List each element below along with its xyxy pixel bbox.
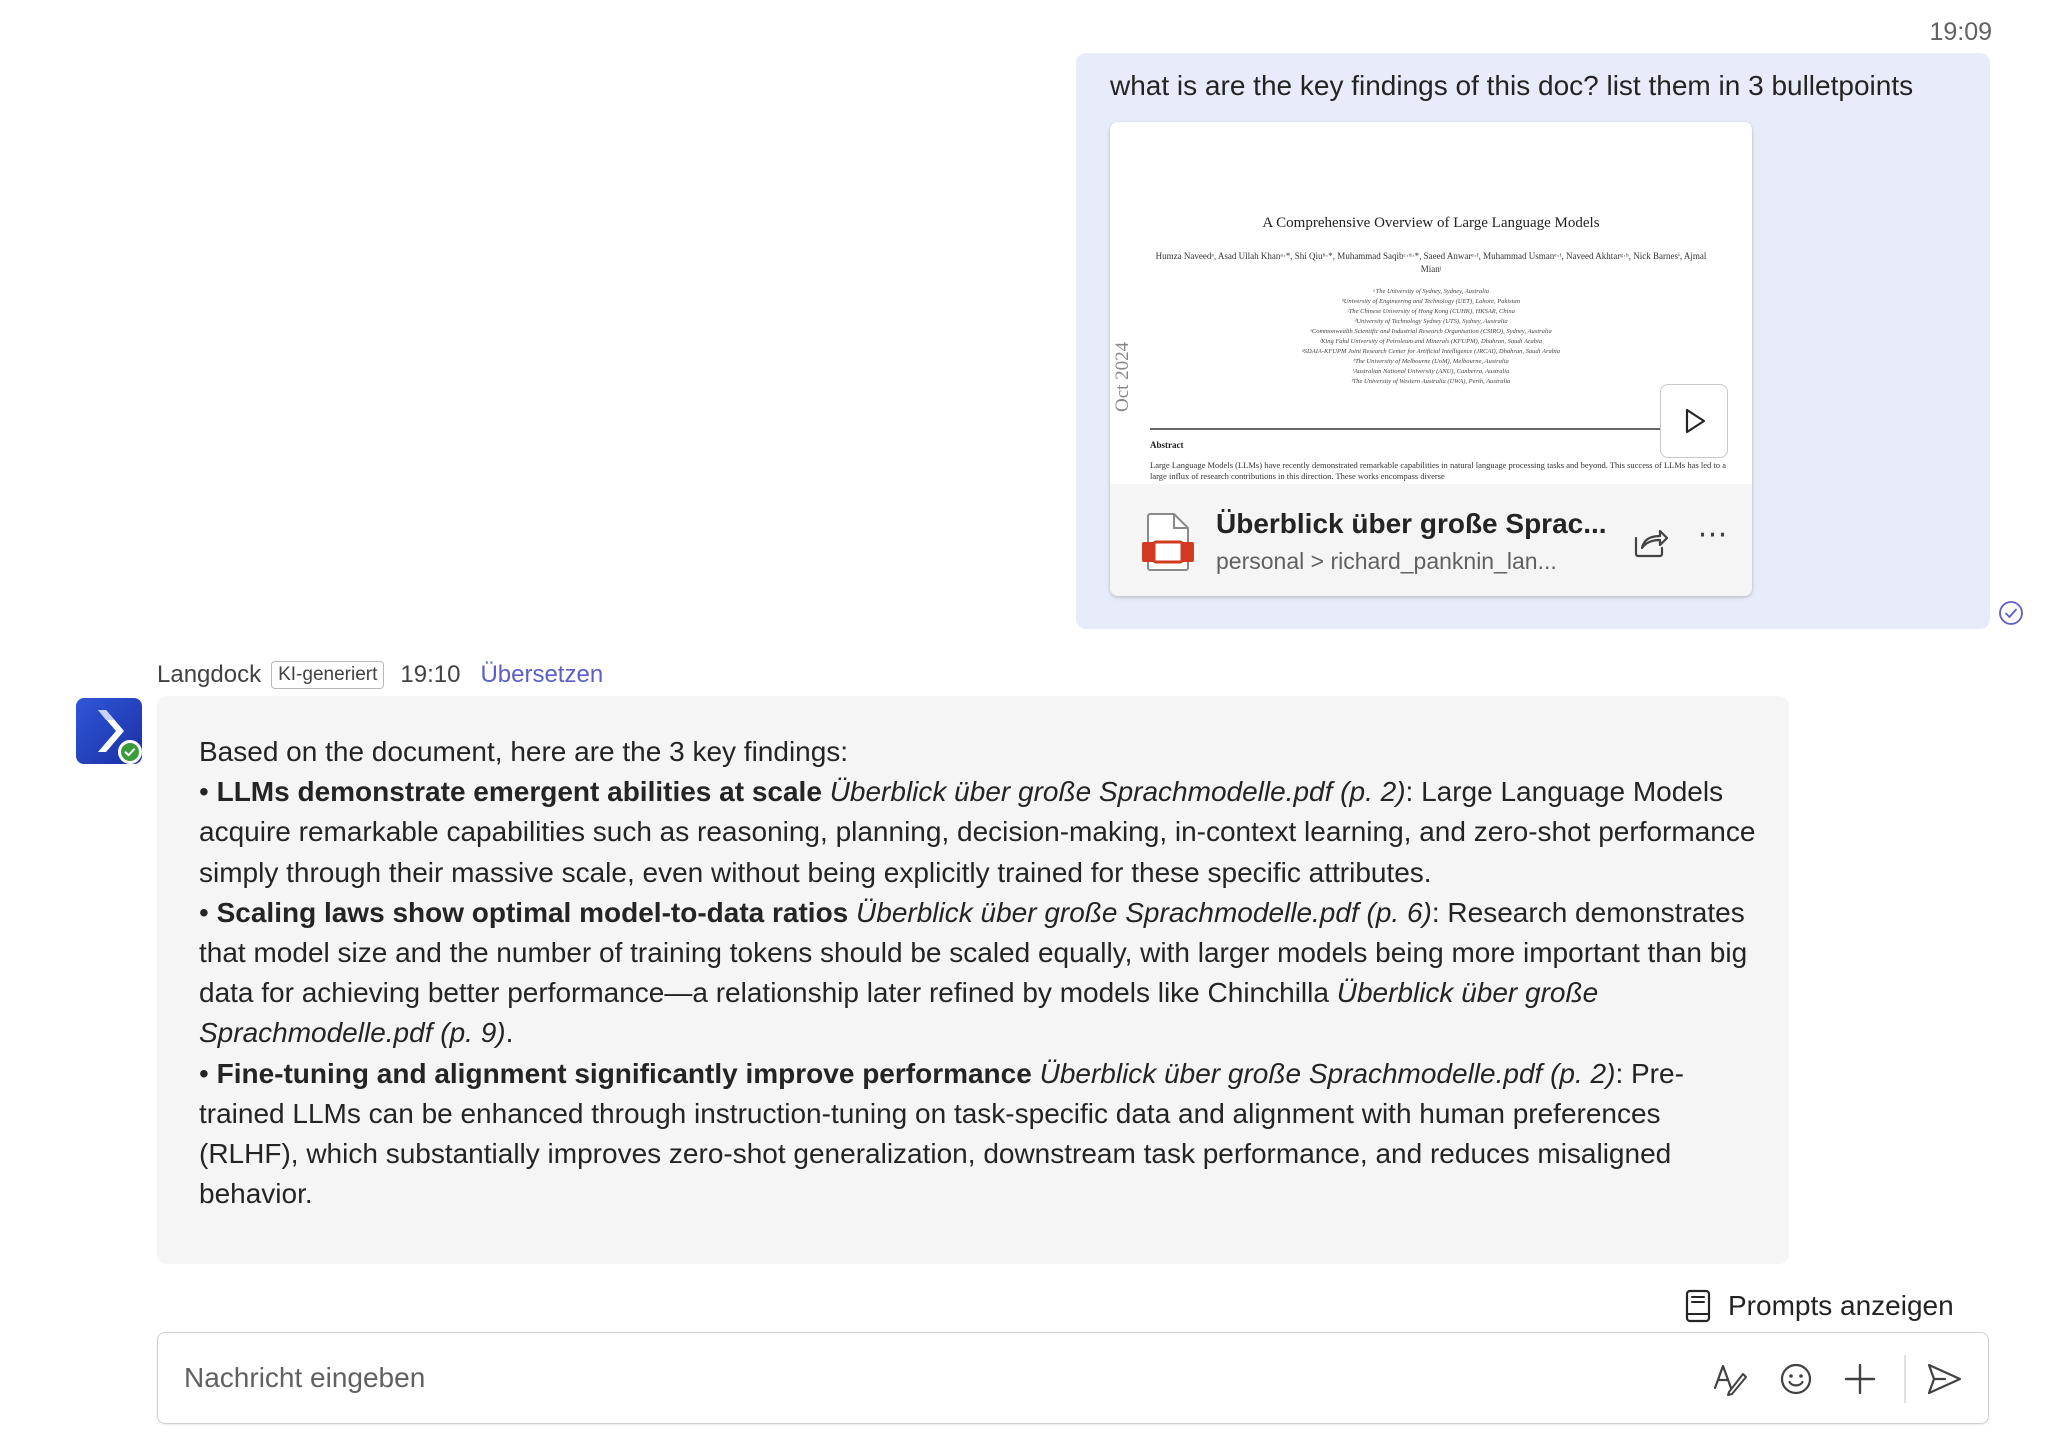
composer-divider: [1904, 1355, 1906, 1403]
pdf-affiliation: ᵉCommonwealth Scientific and Industrial Research Organisation (CSIRO), Sydney, Australia: [1310, 328, 1552, 335]
pdf-affiliation: ᵈUniversity of Technology Sydney (UTS), Sydney, Australia: [1354, 318, 1508, 325]
finding-bullet: [199, 1054, 1759, 1215]
finding-text: : Research demonstrates that model size and the number of training tokens should be scaled equally, with larger models being more important than big data for achieving better performance—a relationship later refined by models like Chinchilla: [199, 896, 1748, 1009]
file-path: personal > richard_panknin_lan...: [1216, 548, 1557, 574]
open-preview-button[interactable]: [1660, 384, 1728, 458]
pdf-affiliation: ʰThe University of Melbourne (UoM), Melbourne, Australia: [1353, 358, 1509, 365]
format-button[interactable]: [1708, 1357, 1752, 1401]
sender-name[interactable]: Langdock: [157, 661, 262, 688]
pdf-affiliation: ⁱAustralian National University (ANU), Canberra, Australia: [1352, 368, 1510, 375]
ai-generated-badge: KI-generiert: [271, 661, 384, 689]
citation-link[interactable]: Überblick über große Sprachmodelle.pdf (p. 2): [1039, 1057, 1616, 1089]
share-icon: [1630, 522, 1670, 562]
finding-title: Scaling laws show optimal model-to-data ratios: [216, 896, 849, 928]
pdf-file-icon: [1142, 512, 1194, 572]
finding-bullet: [199, 893, 1759, 1054]
pdf-preview-authors: Humza Naveedᵃ, Asad Ullah Khanᵃ·*, Shi Qiuᵇ·*, Muhammad Saqibᶜ·ᵈ·*, Saeed Anwarᵉ·ᶠ, Muhammad Usmanᵉ·ᶠ, Naveed Akhtarᵍ·ʰ, Nick Barnesⁱ, Ajmal Mianʲ: [1155, 251, 1707, 274]
pdf-affiliation: ᵃThe University of Sydney, Sydney, Australia: [1372, 288, 1490, 295]
file-attachment-card[interactable]: [1110, 122, 1752, 596]
pdf-affiliation: ᵍSDAIA-KFUPM Joint Research Center for Artificial Intelligence (JRCAI), Dhahran, Saudi Arabia: [1301, 348, 1561, 355]
finding-text: : Pre-trained LLMs can be enhanced through instruction-tuning on task-specific data and alignment with human preferences (RLHF), which substantially improves zero-shot generalization, downstream task performance, and reduces misaligned behavior.: [199, 1057, 1684, 1210]
pdf-preview-affiliations: [1260, 287, 1602, 387]
pdf-preview[interactable]: [1110, 122, 1752, 484]
pdf-affiliation: ᵇUniversity of Engineering and Technology (UET), Lahore, Pakistan: [1341, 298, 1520, 305]
pdf-affiliation: ʲThe University of Western Australia (UWA), Perth, Australia: [1351, 378, 1511, 385]
attach-button[interactable]: [1838, 1357, 1882, 1401]
read-receipt-icon: [1998, 600, 2024, 626]
incoming-message-text: [199, 732, 1759, 1214]
format-icon: [1711, 1360, 1749, 1398]
file-name[interactable]: Überblick über große Sprac...: [1216, 508, 1607, 539]
share-button[interactable]: [1630, 522, 1670, 562]
outgoing-timestamp: 19:09: [1929, 18, 1992, 46]
finding-title: LLMs demonstrate emergent abilities at scale: [216, 776, 822, 808]
show-prompts-button[interactable]: [1684, 1286, 1954, 1326]
citation-link[interactable]: Überblick über große Sprachmodelle.pdf (p. 9): [199, 977, 1599, 1049]
pdf-preview-rule: [1150, 428, 1690, 430]
more-options-button[interactable]: [1692, 520, 1734, 560]
bullet-marker: •: [199, 776, 217, 808]
finding-text-end: .: [505, 1017, 514, 1049]
outgoing-message-text: what is are the key findings of this doc? list them in 3 bulletpoints: [1110, 70, 1914, 101]
message-input[interactable]: [184, 1355, 1684, 1401]
plus-icon: [1841, 1360, 1879, 1398]
incoming-timestamp: 19:10: [400, 661, 461, 688]
message-composer: [157, 1332, 1989, 1424]
pdf-affiliation: ᶜThe Chinese University of Hong Kong (CUHK), HKSAR, China: [1347, 308, 1515, 315]
finding-title: Fine-tuning and alignment significantly improve performance: [216, 1057, 1032, 1089]
message-intro: Based on the document, here are the 3 key findings:: [199, 736, 849, 767]
bullet-marker: •: [199, 1057, 217, 1089]
show-prompts-label: Prompts anzeigen: [1728, 1290, 1954, 1321]
pdf-preview-abstract-heading: Abstract: [1150, 440, 1184, 450]
play-icon: [1679, 406, 1709, 436]
send-button[interactable]: [1922, 1357, 1966, 1401]
citation-link[interactable]: Überblick über große Sprachmodelle.pdf (p. 2): [829, 776, 1406, 808]
emoji-button[interactable]: [1774, 1357, 1818, 1401]
bullet-marker: •: [199, 896, 217, 928]
pdf-preview-date-watermark: Oct 2024: [1112, 341, 1133, 412]
more-horizontal-icon: ⋯: [1697, 518, 1729, 551]
translate-link[interactable]: Übersetzen: [480, 661, 604, 688]
citation-link[interactable]: Überblick über große Sprachmodelle.pdf (p. 6): [856, 896, 1432, 928]
send-icon: [1925, 1360, 1963, 1398]
prompt-book-icon: [1684, 1289, 1712, 1323]
presence-available-icon: [118, 740, 142, 764]
finding-bullet: [199, 772, 1759, 893]
file-attachment-footer: [1110, 484, 1752, 596]
pdf-preview-title: A Comprehensive Overview of Large Language Models: [1262, 215, 1600, 231]
emoji-icon: [1777, 1360, 1815, 1398]
finding-text: : Large Language Models acquire remarkable capabilities such as reasoning, planning, decision-making, in-context learning, and zero-shot performance simply through their massive scale, even without being explicitly trained for these specific attributes.: [199, 776, 1756, 888]
bot-avatar[interactable]: [76, 698, 142, 764]
pdf-preview-abstract: Large Language Models (LLMs) have recently demonstrated remarkable capabilities in natural language processing tasks and beyond. This success of LLMs has led to a large influx of research contributions in this direction. These works encompass diverse: [1150, 460, 1726, 481]
pdf-affiliation: ᶠKing Fahd University of Petroleum and Minerals (KFUPM), Dhahran, Saudi Arabia: [1319, 338, 1543, 345]
incoming-message-meta: [157, 658, 603, 692]
